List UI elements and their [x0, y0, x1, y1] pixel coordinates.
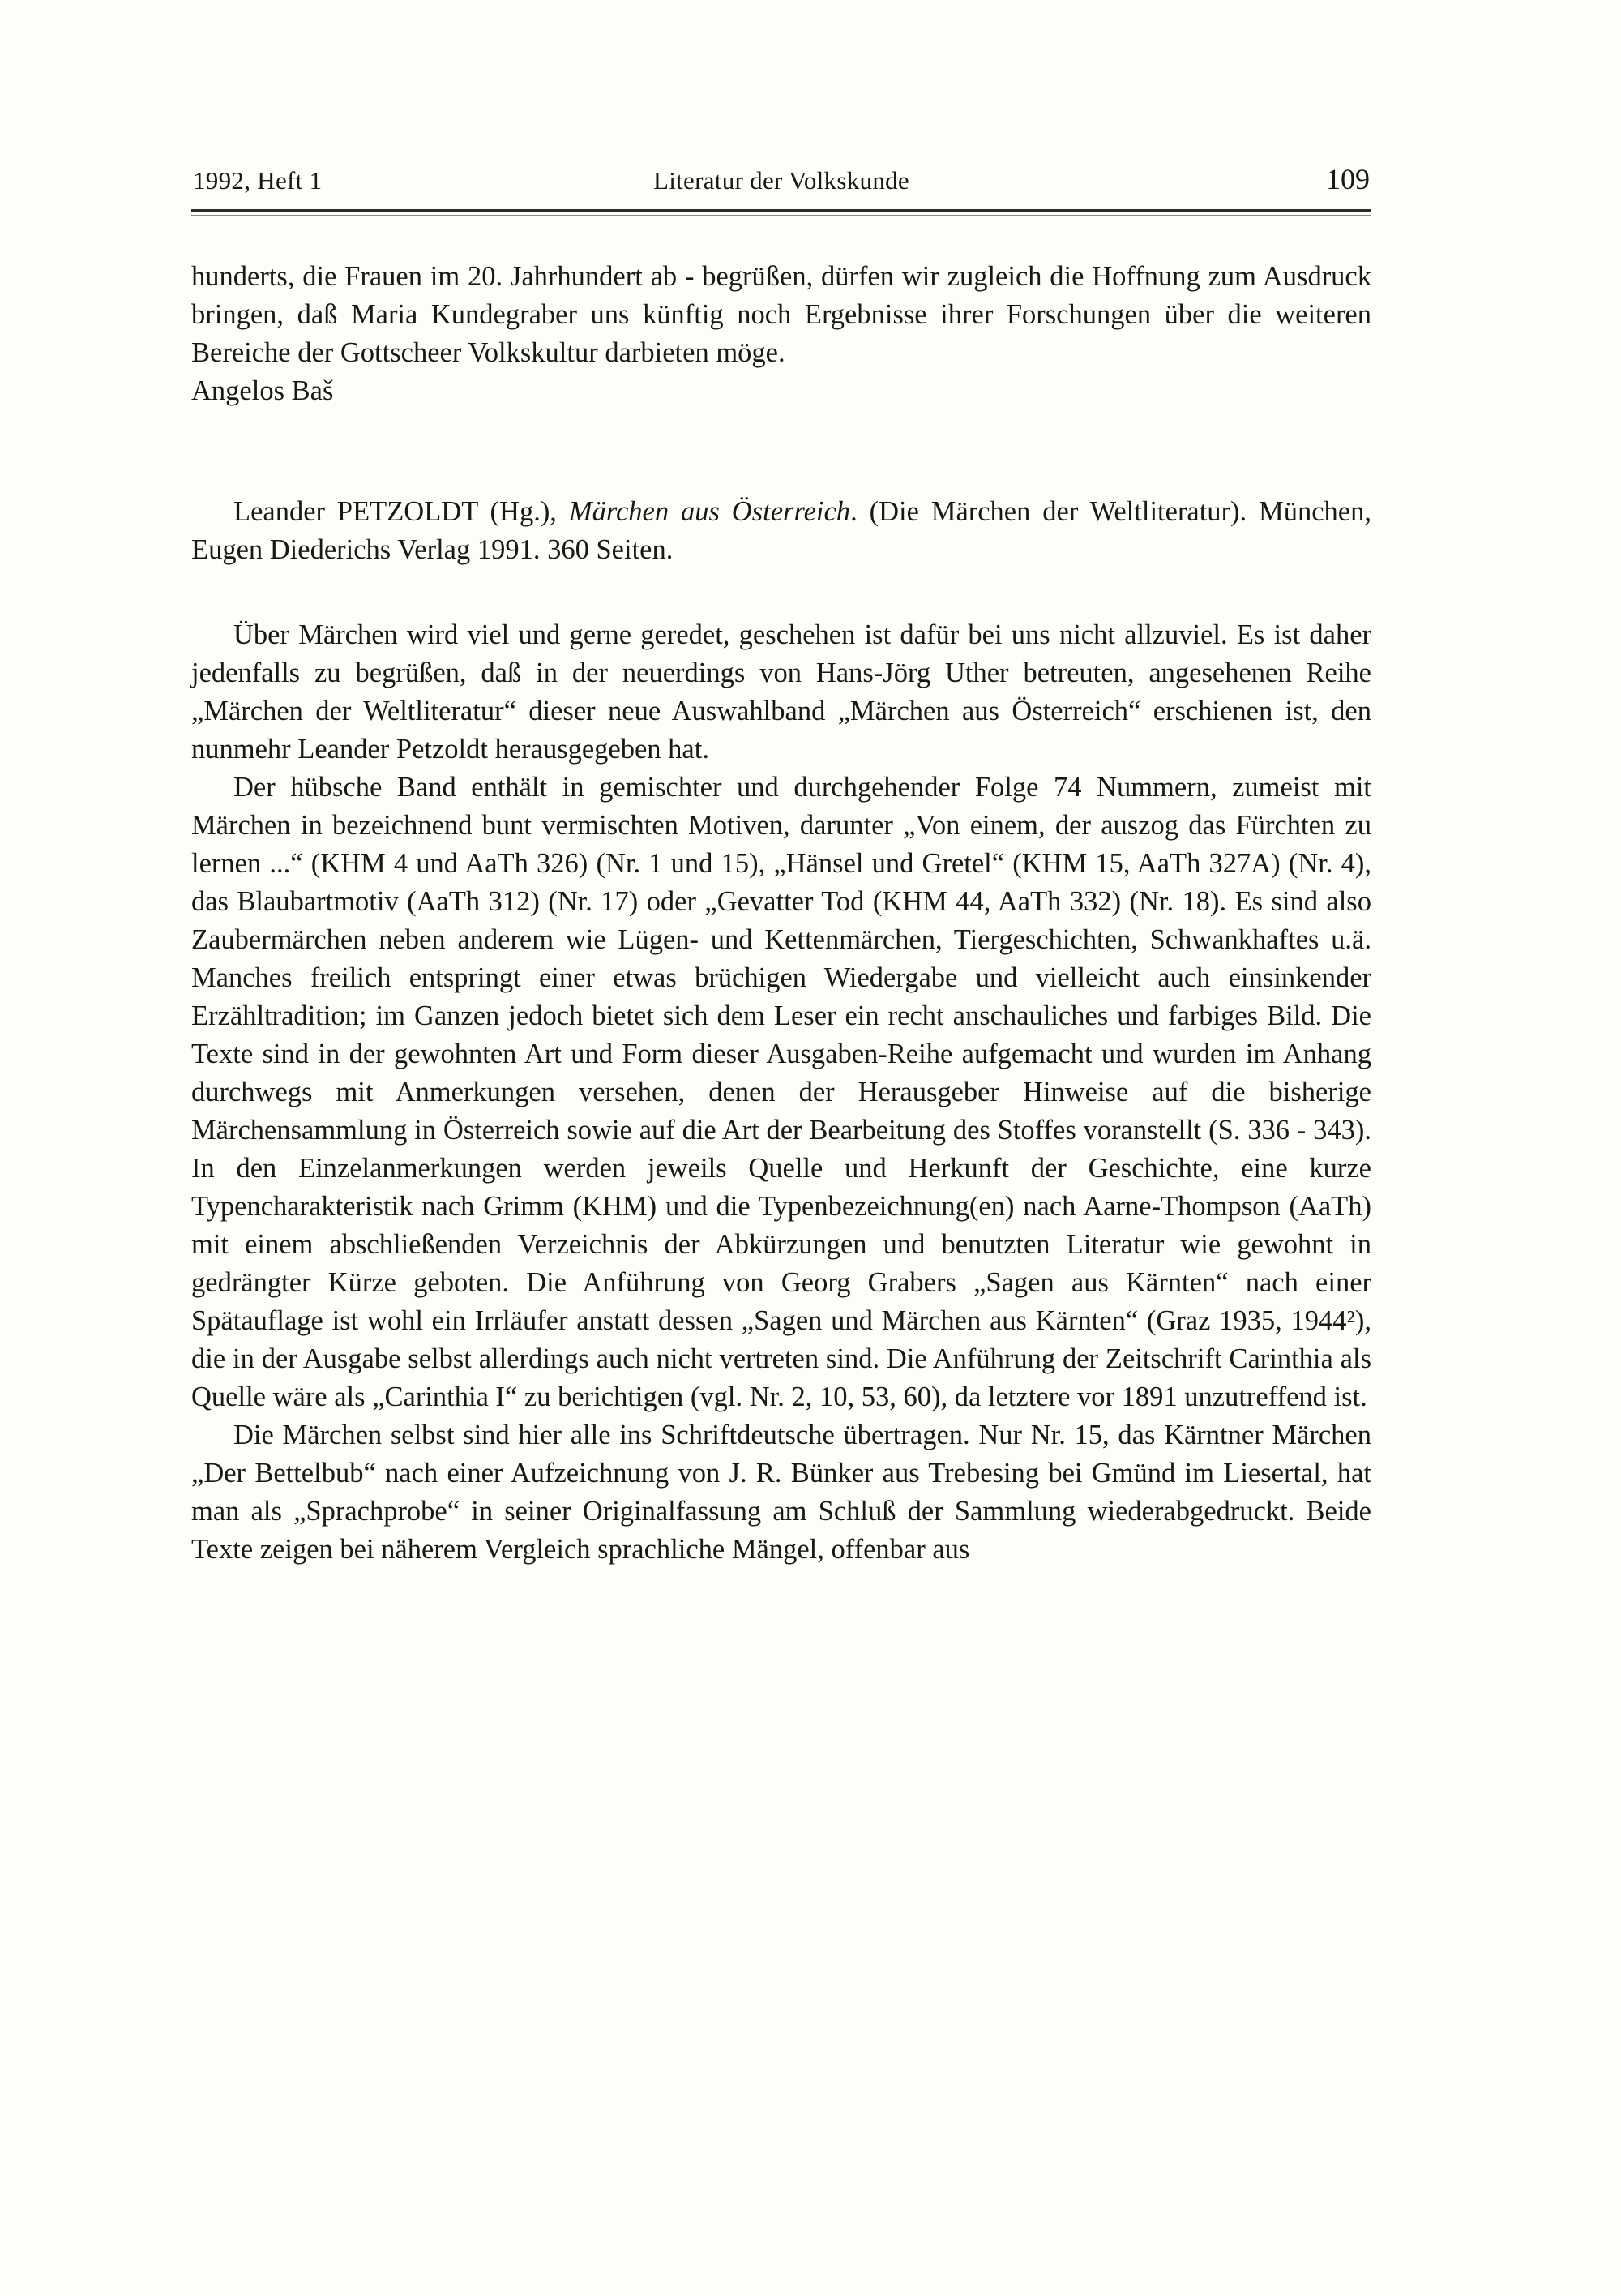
citation-author: Leander PETZOLDT (Hg.),	[233, 496, 569, 527]
citation-title: Märchen aus Österreich	[568, 496, 851, 527]
continuation-paragraph: hunderts, die Frauen im 20. Jahrhundert ab - begrüßen, dürfen wir zugleich die Hoffnung zum Ausdruck bringen, daß Maria Kundegraber uns künftig noch Ergebnisse ihrer Forschungen über die weiteren Bereiche der Gottscheer Volkskultur darbieten möge.	[191, 261, 1371, 368]
issue-label: 1992, Heft 1	[193, 166, 323, 195]
reviewer-signature: Angelos Baš	[191, 375, 334, 406]
page-body	[191, 258, 1371, 1569]
header-rule	[191, 209, 1371, 216]
review-paragraph: Über Märchen wird viel und gerne geredet, geschehen ist dafür bei uns nicht allzuviel. Es ist daher jedenfalls zu begrüßen, daß in der neuerdings von Hans-Jörg Uther betreuten, angesehenen Reihe „Märchen der Weltliteratur“ dieser neue Auswahlband „Märchen aus Österreich“ erschienen ist, den nunmehr Leander Petzoldt herausgegeben hat.	[191, 619, 1371, 765]
book-citation	[191, 493, 1371, 569]
section-title: Literatur der Volkskunde	[652, 166, 909, 195]
review-paragraph: Der hübsche Band enthält in gemischter und durchgehender Folge 74 Nummern, zumeist mit Märchen in bezeichnend bunt vermischten Motiven, darunter „Von einem, der auszog das Fürchten zu lernen ...“ (KHM 4 und AaTh 326) (Nr. 1 und 15), „Hänsel und Gretel“ (KHM 15, AaTh 327A) (Nr. 4), das Blaubartmotiv (AaTh 312) (Nr. 17) oder „Gevatter Tod (KHM 44, AaTh 332) (Nr. 18). Es sind also Zaubermärchen neben anderem wie Lügen- und Kettenmärchen, Tiergeschichten, Schwankhaftes u.ä. Manches freilich entspringt einer etwas brüchigen Wiedergabe und vielleicht auch einsinkender Erzähltradition; im Ganzen jedoch bietet sich dem Leser ein recht anschauliches und farbiges Bild. Die Texte sind in der gewohnten Art und Form dieser Ausgaben-Reihe aufgemacht und wurden im Anhang durchwegs mit Anmerkungen versehen, denen der Herausgeber Hinweise auf die bisherige Märchensammlung in Österreich sowie auf die Art der Bearbeitung des Stoffes voranstellt (S. 336 - 343). In den Einzelanmerkungen werden jeweils Quelle und Herkunft der Geschichte, eine kurze Typencharakteristik nach Grimm (KHM) und die Typenbezeichnung(en) nach Aarne-Thompson (AaTh) mit einem abschließenden Verzeichnis der Abkürzungen und benutzten Literatur wie gewohnt in gedrängter Kürze geboten. Die Anführung von Georg Grabers „Sagen aus Kärnten“ nach einer Spätauflage ist wohl ein Irrläufer anstatt dessen „Sagen und Märchen aus Kärnten“ (Graz 1935, 1944²), die in der Ausgabe selbst allerdings auch nicht vertreten sind. Die Anführung der Zeitschrift Carinthia als Quelle wäre als „Carinthia I“ zu berichtigen (vgl. Nr. 2, 10, 53, 60), da letztere vor 1891 unzutreffend ist.	[191, 772, 1371, 1412]
citation-details: . (Die Märchen der Weltliteratur). München, Eugen Diederichs Verlag 1991. 360 Seiten.	[191, 496, 1371, 565]
page-header	[191, 162, 1371, 209]
page-number: 109	[1325, 163, 1370, 195]
review-paragraph: Die Märchen selbst sind hier alle ins Schriftdeutsche übertragen. Nur Nr. 15, das Kärntner Märchen „Der Bettelbub“ nach einer Aufzeichnung von J. R. Bünker aus Trebesing bei Gmünd im Liesertal, hat man als „Sprachprobe“ in seiner Originalfassung am Schluß der Sammlung wiederabgedruckt. Beide Texte zeigen bei näherem Vergleich sprachliche Mängel, offenbar aus	[191, 1420, 1371, 1565]
